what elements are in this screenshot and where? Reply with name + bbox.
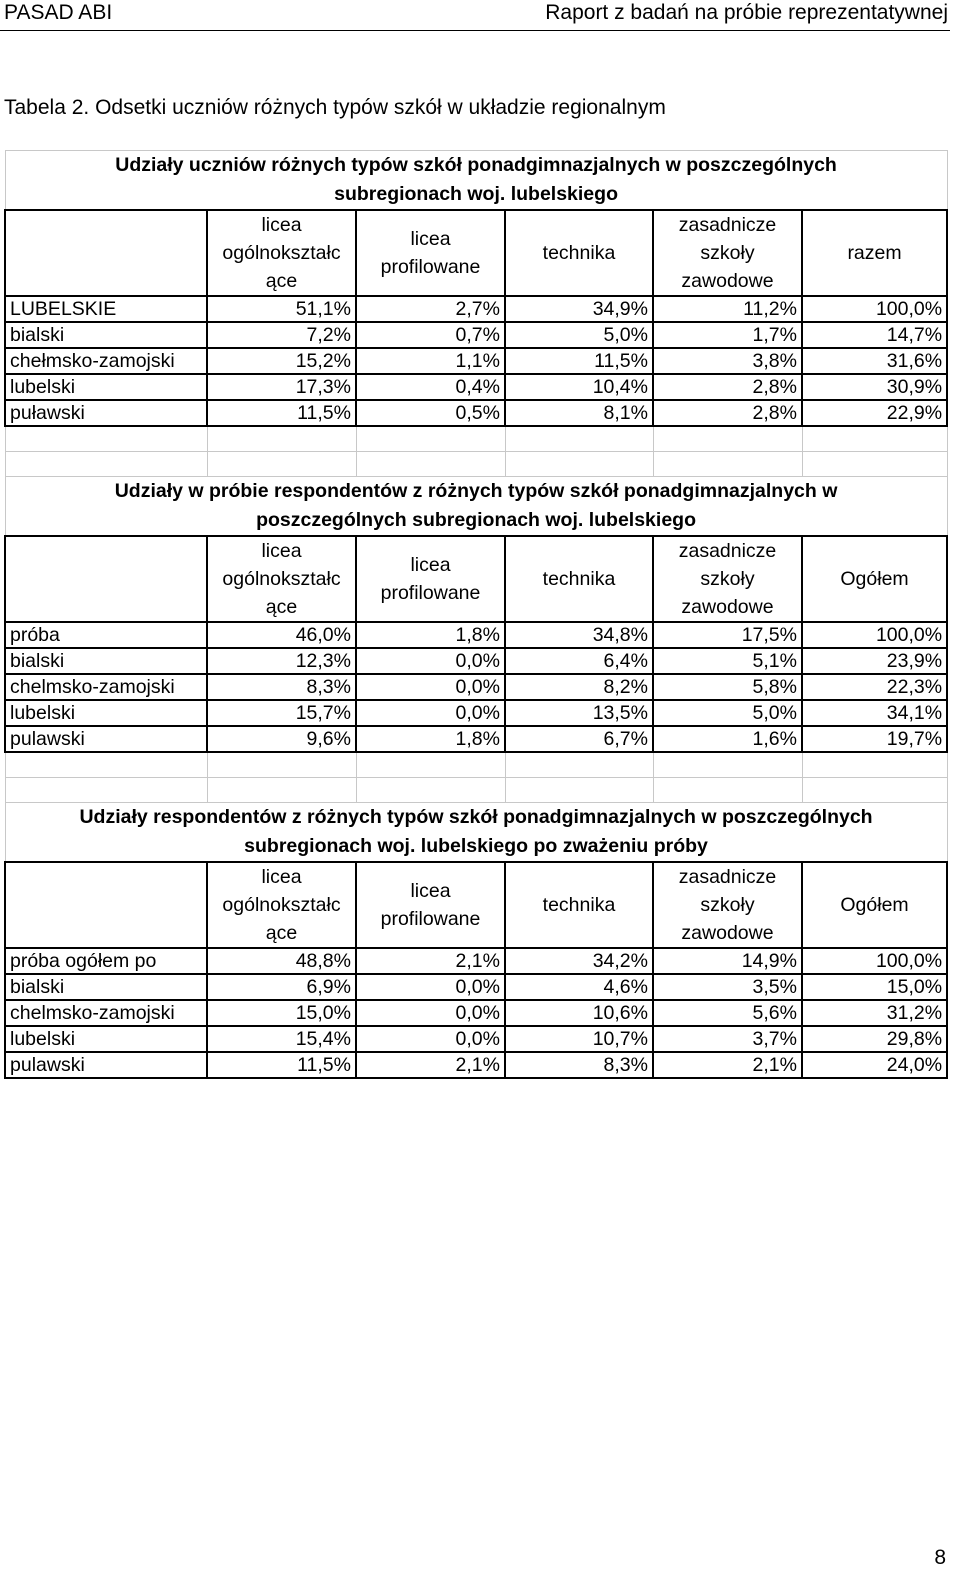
value-cell: 2,1% [356, 1052, 505, 1078]
spacer-cell [5, 752, 207, 778]
value-cell: 1,8% [356, 622, 505, 648]
value-cell: 15,0% [802, 974, 947, 1000]
table-caption: Tabela 2. Odsetki uczniów różnych typów szkół w układzie regionalnym [4, 96, 666, 119]
value-cell: 100,0% [802, 948, 947, 974]
page-header [0, 0, 950, 31]
column-header [356, 862, 505, 948]
column-header [802, 536, 947, 622]
column-header-line: licea [261, 866, 302, 888]
value-cell: 17,5% [653, 622, 802, 648]
value-cell: 3,8% [653, 348, 802, 374]
value-cell: 2,7% [356, 296, 505, 322]
value-cell: 34,8% [505, 622, 653, 648]
table-row [5, 1026, 947, 1052]
column-header [505, 210, 653, 296]
value-cell: 15,7% [207, 700, 356, 726]
value-cell: 10,7% [505, 1026, 653, 1052]
spacer-cell [505, 778, 653, 803]
section-title-row [5, 151, 947, 211]
column-header-line: technika [542, 894, 616, 916]
value-cell: 3,7% [653, 1026, 802, 1052]
value-cell: 10,4% [505, 374, 653, 400]
column-header-line: zasadnicze [678, 540, 777, 562]
column-header [802, 210, 947, 296]
table-row [5, 726, 947, 752]
row-label-cell: pulawski [5, 1052, 207, 1078]
table-row [5, 296, 947, 322]
column-header-line: licea [261, 214, 302, 236]
spacer-cell [207, 752, 356, 778]
value-cell: 3,5% [653, 974, 802, 1000]
spacer-cell [207, 426, 356, 452]
value-cell: 2,1% [356, 948, 505, 974]
column-header-line: razem [847, 242, 902, 264]
table-row [5, 1052, 947, 1078]
column-header [505, 536, 653, 622]
table-row [5, 1000, 947, 1026]
header-left-title: PASAD ABI [4, 1, 113, 24]
value-cell: 11,2% [653, 296, 802, 322]
value-cell: 19,7% [802, 726, 947, 752]
value-cell: 5,1% [653, 648, 802, 674]
value-cell: 5,6% [653, 1000, 802, 1026]
column-header-row [5, 862, 947, 948]
column-header-line: zasadnicze [678, 866, 777, 888]
value-cell: 31,6% [802, 348, 947, 374]
header-right-title: Raport z badań na próbie reprezentatywnej [545, 1, 948, 24]
row-label-cell: chelmsko-zamojski [5, 1000, 207, 1026]
row-label-cell: bialski [5, 322, 207, 348]
table-row [5, 374, 947, 400]
row-label-cell: bialski [5, 974, 207, 1000]
row-label-cell: puławski [5, 400, 207, 426]
spacer-cell [356, 778, 505, 803]
column-header-line: ogólnokształc [222, 242, 341, 264]
column-header-line: ące [265, 922, 298, 944]
row-label-cell: lubelski [5, 700, 207, 726]
value-cell: 11,5% [207, 400, 356, 426]
column-header-line: licea [410, 228, 451, 250]
spacer-cell [653, 752, 802, 778]
value-cell: 100,0% [802, 296, 947, 322]
column-header-line: profilowane [380, 582, 481, 604]
table-row [5, 648, 947, 674]
column-header [802, 862, 947, 948]
column-header-line: Ogółem [840, 894, 909, 916]
spacer-cell [207, 778, 356, 803]
column-header-line: zawodowe [681, 596, 774, 618]
column-header-line: zawodowe [681, 270, 774, 292]
column-header-line: ące [265, 596, 298, 618]
value-cell: 10,6% [505, 1000, 653, 1026]
column-header-line: technika [542, 242, 616, 264]
spacer-cell [505, 752, 653, 778]
table-row [5, 622, 947, 648]
section-title [5, 477, 947, 537]
column-header [653, 536, 802, 622]
section-title-line: subregionach woj. lubelskiego [334, 183, 618, 205]
value-cell: 31,2% [802, 1000, 947, 1026]
column-header-line: ogólnokształc [222, 568, 341, 590]
column-header-line: licea [410, 880, 451, 902]
value-cell: 8,2% [505, 674, 653, 700]
value-cell: 15,4% [207, 1026, 356, 1052]
spacer-row [5, 426, 947, 452]
spacer-cell [653, 778, 802, 803]
row-label-cell: LUBELSKIE [5, 296, 207, 322]
spacer-cell [505, 426, 653, 452]
row-label-cell: bialski [5, 648, 207, 674]
value-cell: 8,1% [505, 400, 653, 426]
column-header [505, 862, 653, 948]
value-cell: 0,0% [356, 648, 505, 674]
table-row [5, 400, 947, 426]
value-cell: 5,8% [653, 674, 802, 700]
value-cell: 12,3% [207, 648, 356, 674]
spacer-cell [802, 452, 947, 477]
value-cell: 8,3% [505, 1052, 653, 1078]
row-label-cell: chełmsko-zamojski [5, 348, 207, 374]
value-cell: 1,6% [653, 726, 802, 752]
spacer-row [5, 752, 947, 778]
value-cell: 6,7% [505, 726, 653, 752]
column-header-row [5, 210, 947, 296]
value-cell: 34,1% [802, 700, 947, 726]
column-header-line: licea [410, 554, 451, 576]
column-header-line: profilowane [380, 908, 481, 930]
value-cell: 46,0% [207, 622, 356, 648]
table-row [5, 348, 947, 374]
value-cell: 14,9% [653, 948, 802, 974]
value-cell: 51,1% [207, 296, 356, 322]
value-cell: 0,0% [356, 974, 505, 1000]
value-cell: 2,8% [653, 374, 802, 400]
value-cell: 34,9% [505, 296, 653, 322]
value-cell: 0,0% [356, 674, 505, 700]
value-cell: 23,9% [802, 648, 947, 674]
header-blank-cell [5, 536, 207, 622]
value-cell: 6,4% [505, 648, 653, 674]
row-label-cell: próba [5, 622, 207, 648]
row-label-cell: chelmsko-zamojski [5, 674, 207, 700]
column-header [207, 536, 356, 622]
row-label-cell: lubelski [5, 374, 207, 400]
value-cell: 22,9% [802, 400, 947, 426]
value-cell: 17,3% [207, 374, 356, 400]
column-header-line: profilowane [380, 256, 481, 278]
value-cell: 29,8% [802, 1026, 947, 1052]
value-cell: 22,3% [802, 674, 947, 700]
section-title-line: poszczególnych subregionach woj. lubelskiego [256, 509, 696, 531]
section-title-line: Udziały respondentów z różnych typów szkół ponadgimnazjalnych w poszczególnych [79, 806, 873, 828]
column-header-row [5, 536, 947, 622]
column-header [356, 536, 505, 622]
column-header [653, 862, 802, 948]
spacer-cell [5, 452, 207, 477]
spacer-row [5, 452, 947, 477]
value-cell: 8,3% [207, 674, 356, 700]
value-cell: 48,8% [207, 948, 356, 974]
value-cell: 11,5% [505, 348, 653, 374]
spacer-cell [802, 778, 947, 803]
section-title-line: Udziały uczniów różnych typów szkół ponadgimnazjalnych w poszczególnych [115, 154, 837, 176]
column-header-line: szkoły [700, 568, 755, 590]
column-header-line: licea [261, 540, 302, 562]
value-cell: 5,0% [653, 700, 802, 726]
table-row [5, 948, 947, 974]
value-cell: 0,4% [356, 374, 505, 400]
table-row [5, 974, 947, 1000]
spacer-cell [802, 752, 947, 778]
column-header [207, 210, 356, 296]
column-header-line: szkoły [700, 894, 755, 916]
value-cell: 2,8% [653, 400, 802, 426]
value-cell: 0,0% [356, 700, 505, 726]
spacer-cell [653, 452, 802, 477]
value-cell: 4,6% [505, 974, 653, 1000]
column-header-line: zasadnicze [678, 214, 777, 236]
column-header-line: szkoły [700, 242, 755, 264]
value-cell: 14,7% [802, 322, 947, 348]
spacer-row [5, 778, 947, 803]
column-header-line: ogólnokształc [222, 894, 341, 916]
value-cell: 30,9% [802, 374, 947, 400]
spacer-cell [653, 426, 802, 452]
value-cell: 0,0% [356, 1000, 505, 1026]
value-cell: 5,0% [505, 322, 653, 348]
value-cell: 24,0% [802, 1052, 947, 1078]
section-title [5, 151, 947, 211]
header-blank-cell [5, 862, 207, 948]
spacer-cell [356, 426, 505, 452]
row-label-cell: próba ogółem po [5, 948, 207, 974]
value-cell: 7,2% [207, 322, 356, 348]
value-cell: 1,1% [356, 348, 505, 374]
row-label-cell: lubelski [5, 1026, 207, 1052]
value-cell: 9,6% [207, 726, 356, 752]
value-cell: 15,2% [207, 348, 356, 374]
spacer-cell [505, 452, 653, 477]
column-header-line: ące [265, 270, 298, 292]
column-header-line: technika [542, 568, 616, 590]
value-cell: 6,9% [207, 974, 356, 1000]
value-cell: 15,0% [207, 1000, 356, 1026]
spacer-cell [5, 426, 207, 452]
value-cell: 11,5% [207, 1052, 356, 1078]
regional-shares-table [4, 150, 948, 1079]
value-cell: 2,1% [653, 1052, 802, 1078]
section-title-line: subregionach woj. lubelskiego po zważeniu próby [244, 835, 708, 857]
page-number: 8 [934, 1546, 946, 1569]
value-cell: 100,0% [802, 622, 947, 648]
tables-container [4, 150, 946, 1079]
table-row [5, 700, 947, 726]
value-cell: 1,7% [653, 322, 802, 348]
section-title-row [5, 477, 947, 537]
table-row [5, 322, 947, 348]
spacer-cell [5, 778, 207, 803]
header-blank-cell [5, 210, 207, 296]
spacer-cell [356, 452, 505, 477]
column-header [653, 210, 802, 296]
value-cell: 0,7% [356, 322, 505, 348]
section-title [5, 803, 947, 863]
section-title-line: Udziały w próbie respondentów z różnych typów szkół ponadgimnazjalnych w [114, 480, 838, 502]
value-cell: 0,0% [356, 1026, 505, 1052]
column-header [356, 210, 505, 296]
value-cell: 0,5% [356, 400, 505, 426]
value-cell: 34,2% [505, 948, 653, 974]
spacer-cell [356, 752, 505, 778]
value-cell: 13,5% [505, 700, 653, 726]
column-header [207, 862, 356, 948]
value-cell: 1,8% [356, 726, 505, 752]
spacer-cell [207, 452, 356, 477]
column-header-line: zawodowe [681, 922, 774, 944]
row-label-cell: pulawski [5, 726, 207, 752]
column-header-line: Ogółem [840, 568, 909, 590]
section-title-row [5, 803, 947, 863]
table-row [5, 674, 947, 700]
spacer-cell [802, 426, 947, 452]
